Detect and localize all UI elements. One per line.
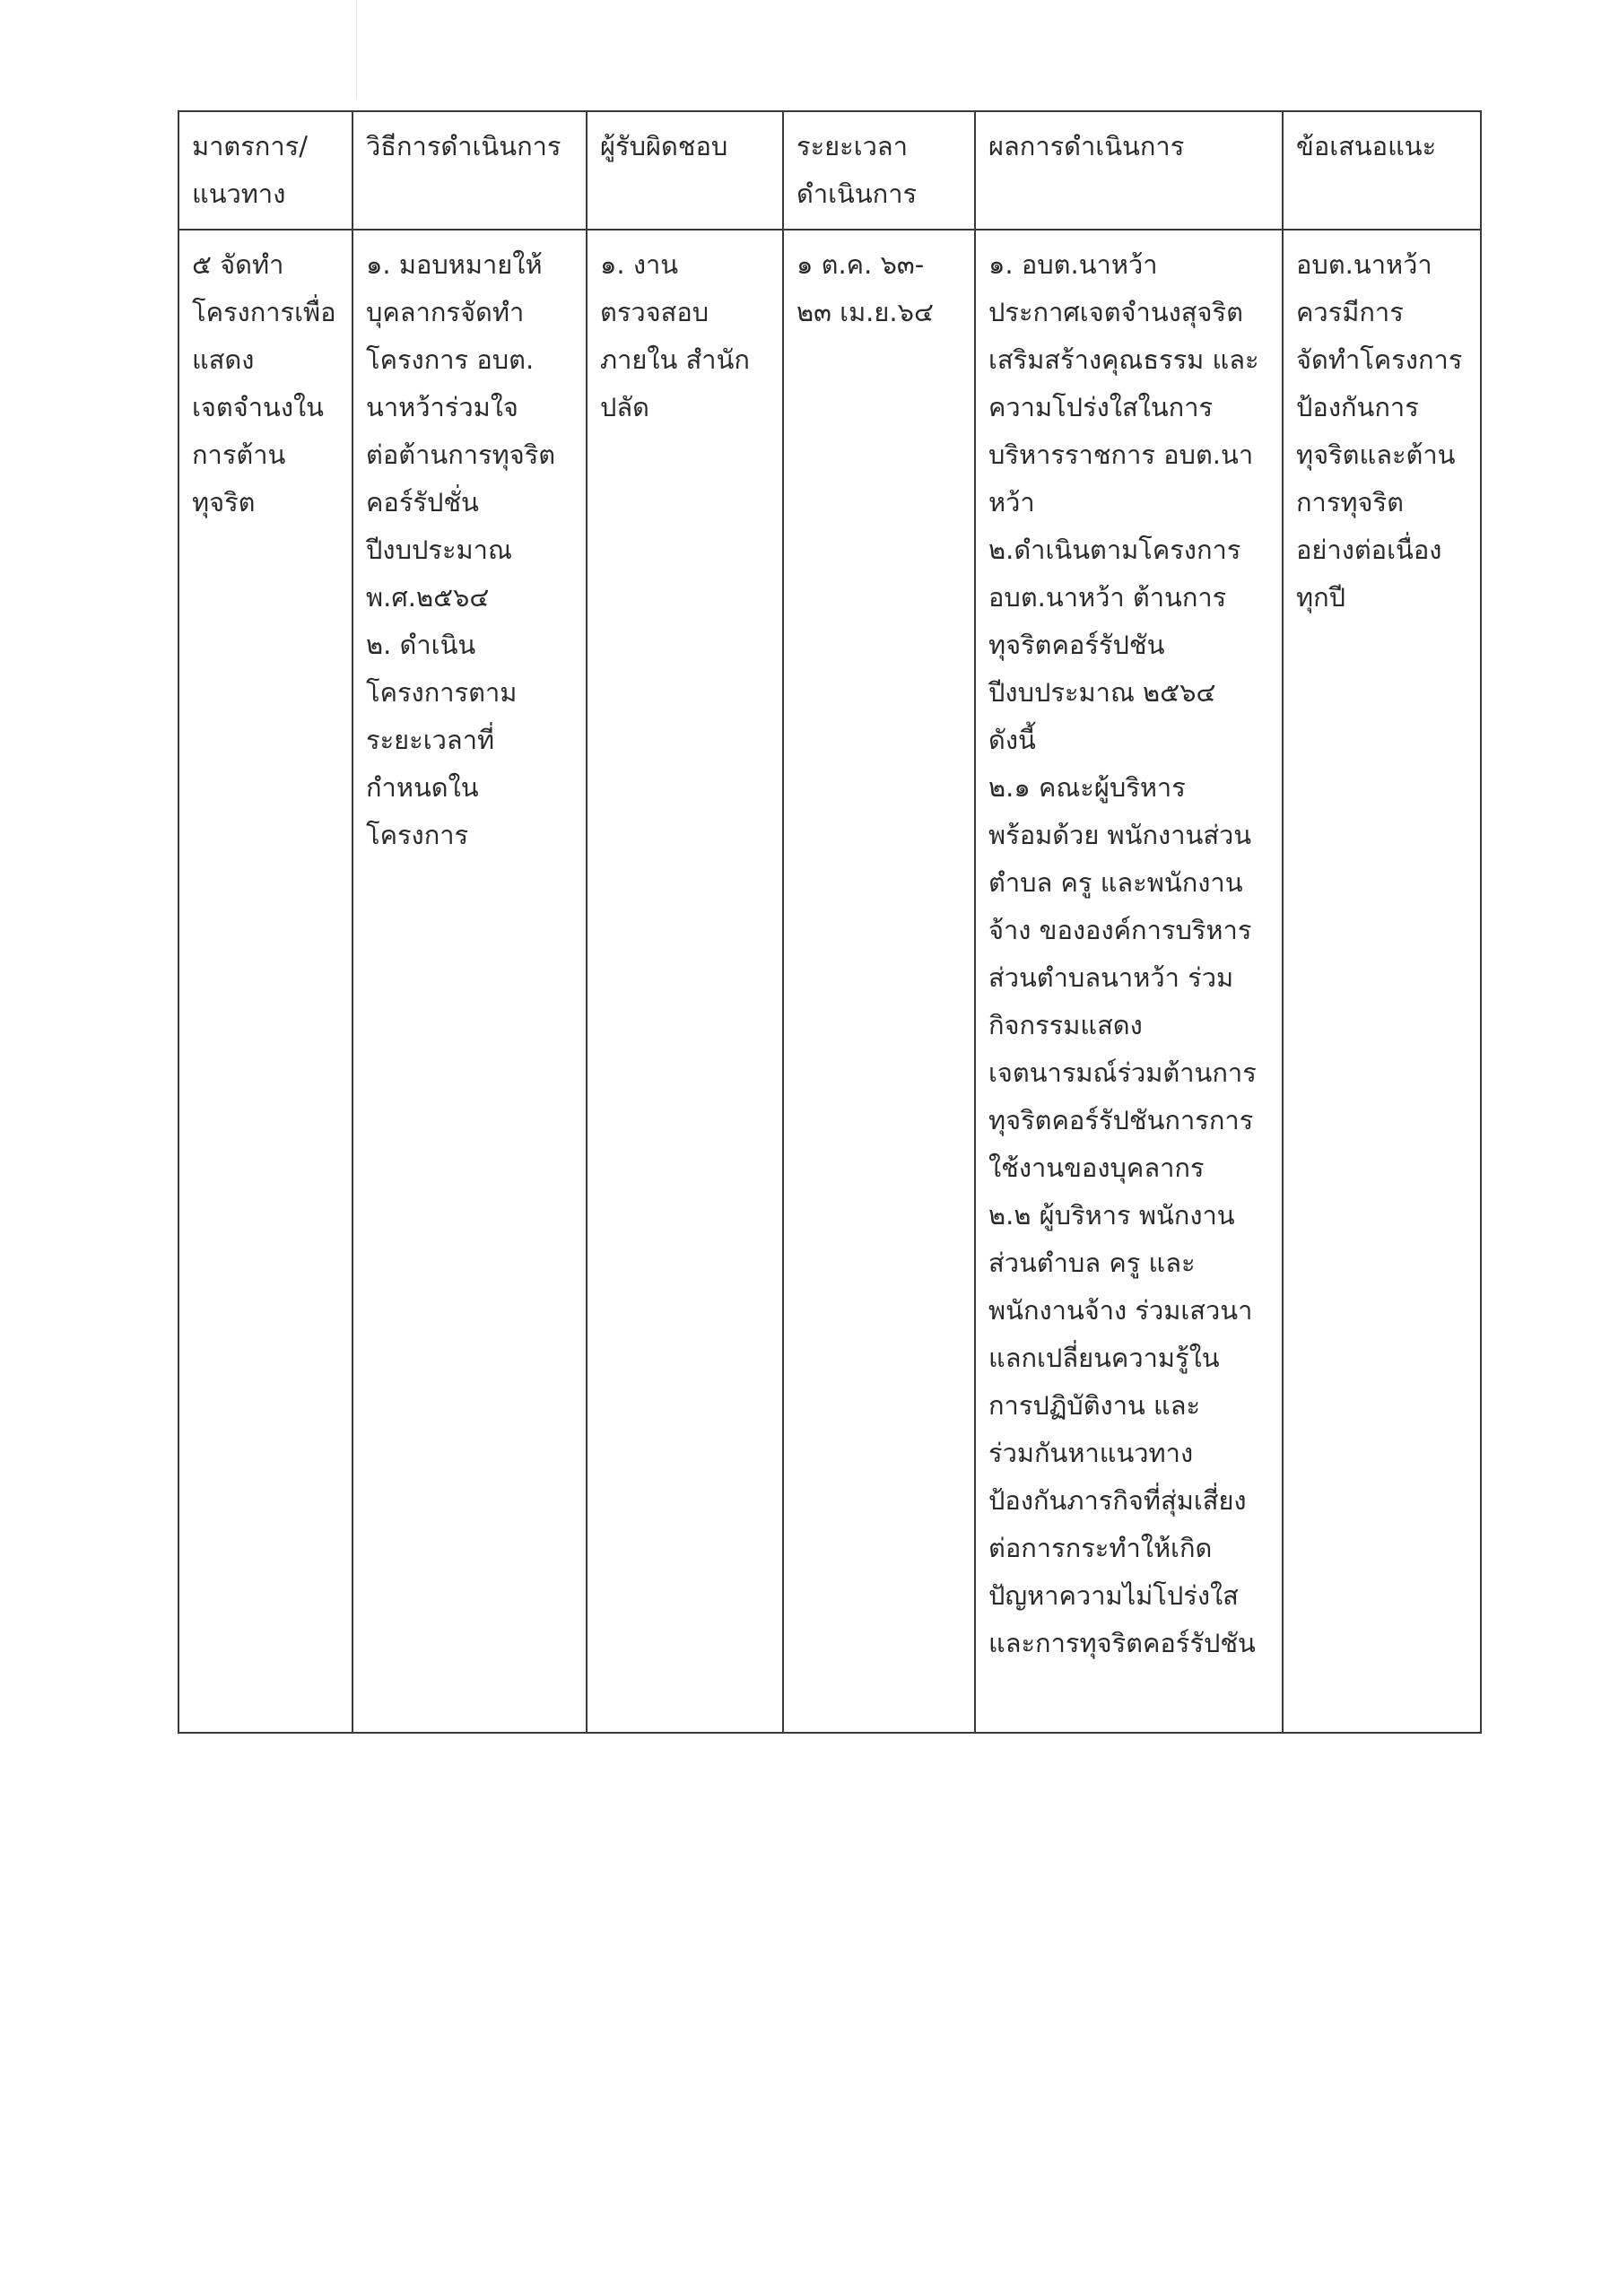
header-method: วิธีการดำเนินการ <box>353 111 587 230</box>
header-measure: มาตรการ/ แนวทาง <box>178 111 353 230</box>
cell-measure: ๕ จัดทำ โครงการเพื่อ แสดง เจตจำนงใน การต้าน ทุจริต <box>178 230 353 1733</box>
cell-method: ๑. มอบหมายให้ บุคลากรจัดทำ โครงการ อบต. นาหว้าร่วมใจ ต่อต้านการทุจริต คอร์รัปชั่น ปีงบประมาณ พ.ศ.๒๕๖๔ ๒. ดำเนิน โครงการตาม ระยะเวลาที่ กำหนดใน โครงการ <box>353 230 587 1733</box>
report-table <box>178 110 1482 1734</box>
header-row <box>178 111 1481 230</box>
table-row <box>178 230 1481 1733</box>
scan-margin-line <box>356 0 357 99</box>
header-period: ระยะเวลา ดำเนินการ <box>783 111 975 230</box>
cell-result: ๑. อบต.นาหว้า ประกาศเจตจำนงสุจริต เสริมสร้างคุณธรรม และ ความโปร่งใสในการ บริหารราชการ อบต.นา หว้า ๒.ดำเนินตามโครงการ อบต.นาหว้า ต้านการ ทุจริตคอร์รัปชัน ปีงบประมาณ ๒๕๖๔ ดังนี้ ๒.๑ คณะผู้บริหาร พร้อมด้วย พนักงานส่วน ตำบล ครู และพนักงาน จ้าง ขององค์การบริหาร ส่วนตำบลนาหว้า ร่วม กิจกรรมแสดง เจตนารมณ์ร่วมต้านการ ทุจริตคอร์รัปชันการการ ใช้งานของบุคลากร ๒.๒ ผู้บริหาร พนักงาน ส่วนตำบล ครู และ พนักงานจ้าง ร่วมเสวนา แลกเปลี่ยนความรู้ใน การปฏิบัติงาน และ ร่วมกันหาแนวทาง ป้องกันภารกิจที่สุ่มเสี่ยง ต่อการกระทำให้เกิด ปัญหาความไม่โปร่งใส และการทุจริตคอร์รัปชัน <box>975 230 1283 1733</box>
header-suggestion: ข้อเสนอแนะ <box>1283 111 1481 230</box>
header-responsible: ผู้รับผิดชอบ <box>587 111 783 230</box>
cell-period: ๑ ต.ค. ๖๓- ๒๓ เม.ย.๖๔ <box>783 230 975 1733</box>
header-result: ผลการดำเนินการ <box>975 111 1283 230</box>
cell-suggestion: อบต.นาหว้า ควรมีการ จัดทำโครงการ ป้องกันการ ทุจริตและต้าน การทุจริต อย่างต่อเนื่อง ทุกปี <box>1283 230 1481 1733</box>
cell-responsible: ๑. งาน ตรวจสอบ ภายใน สำนัก ปลัด <box>587 230 783 1733</box>
